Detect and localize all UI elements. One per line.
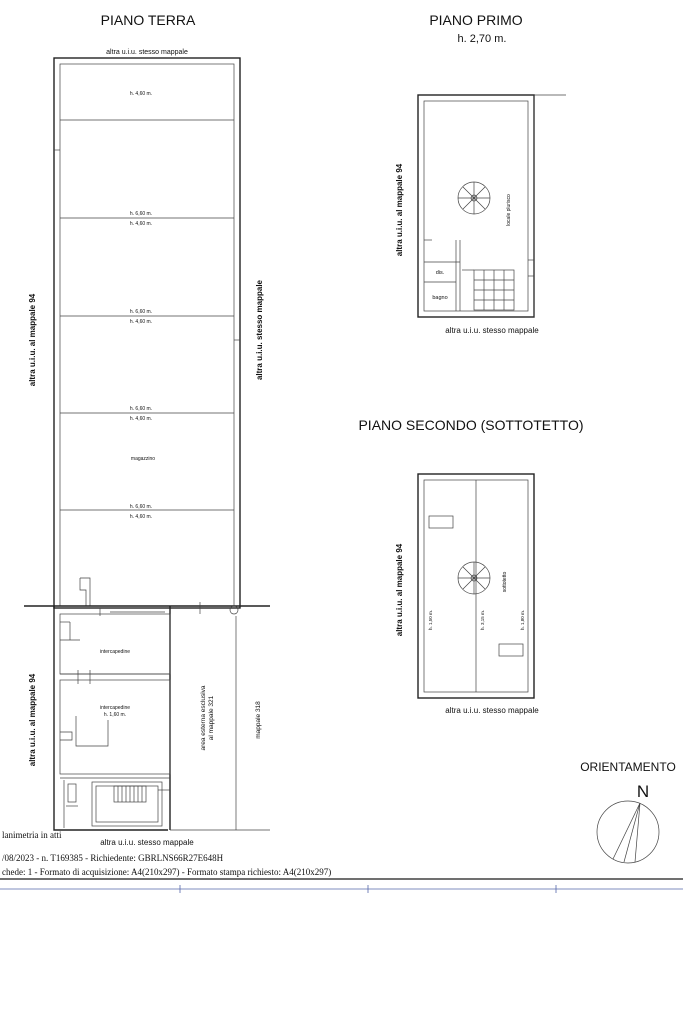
first-floor-title: PIANO PRIMO bbox=[429, 12, 523, 28]
ground-floor-left-label: altra u.i.u. al mappale 94 bbox=[28, 293, 37, 387]
first-floor-left-label: altra u.i.u. al mappale 94 bbox=[395, 163, 404, 257]
ground-floor-walls bbox=[24, 58, 270, 830]
height-label: h. 4,60 m. bbox=[129, 221, 153, 227]
height-label: h. 4,60 m. bbox=[129, 319, 153, 325]
ground-floor-top-label: altra u.i.u. stesso mappale bbox=[106, 49, 188, 56]
orientation-title: ORIENTAMENTO bbox=[580, 760, 676, 774]
mappale-318-label: mappale 318 bbox=[255, 701, 262, 739]
ground-floor-title: PIANO TERRA bbox=[100, 12, 196, 28]
height-label: h. 6,60 m. bbox=[129, 406, 153, 412]
footer-line-1: lanimetria in atti bbox=[2, 830, 62, 840]
second-floor-left-label: altra u.i.u. al mappale 94 bbox=[395, 543, 404, 637]
room-intercapedine-label: intercapedine bbox=[99, 649, 131, 655]
room-magazzino-label: magazzino bbox=[130, 456, 156, 462]
height-label: h. 6,60 m. bbox=[129, 504, 153, 510]
footer-line-3: chede: 1 - Formato di acquisizione: A4(210x297) - Formato stampa richiesto: A4(210x297) bbox=[2, 867, 332, 877]
height-label: h. 1,80 m. bbox=[520, 609, 525, 631]
ground-floor-bottom-label: altra u.i.u. stesso mappale bbox=[100, 838, 194, 847]
room-dis-label: dis. bbox=[435, 270, 445, 276]
room-bagno-label: bagno bbox=[432, 295, 448, 301]
height-label: h. 6,60 m. bbox=[129, 211, 153, 217]
height-label: h. 4,60 m. bbox=[129, 416, 153, 422]
room-intercapedine-label-2: intercapedine bbox=[99, 705, 131, 711]
height-label: h. 6,60 m. bbox=[129, 309, 153, 315]
room-locale-label: locale plurisco bbox=[506, 194, 512, 226]
ground-floor-left-label-lower: altra u.i.u. al mappale 94 bbox=[28, 673, 37, 767]
height-label: h. 4,60 m. bbox=[129, 514, 153, 520]
ground-floor-right-label: altra u.i.u. stesso mappale bbox=[255, 279, 264, 381]
first-floor-height: h. 2,70 m. bbox=[457, 33, 507, 45]
first-floor-spiral-stair bbox=[458, 182, 490, 214]
height-label: h. 1,50 m. bbox=[428, 609, 433, 631]
height-label: h. 3,15 m. bbox=[480, 609, 485, 631]
exterior-area-label: area esterna esclusiva bbox=[200, 685, 207, 751]
first-floor-bottom-label: altra u.i.u. stesso mappale bbox=[445, 326, 539, 335]
compass-rose-icon bbox=[597, 801, 659, 863]
room-sottotetto-label: sottotetto bbox=[502, 571, 508, 593]
ground-floor-stairs bbox=[114, 786, 146, 802]
north-letter: N bbox=[636, 782, 650, 801]
second-floor-walls bbox=[418, 474, 534, 698]
second-floor-spiral-stair bbox=[458, 562, 490, 594]
intercapedine-height-label: h. 1,60 m. bbox=[103, 712, 127, 718]
second-floor-title: PIANO SECONDO (SOTTOTETTO) bbox=[358, 417, 584, 433]
exterior-area-mappale-label: al mappale 321 bbox=[208, 695, 215, 741]
first-floor-walls bbox=[418, 95, 566, 317]
height-label: h. 4,60 m. bbox=[129, 91, 153, 97]
second-floor-bottom-label: altra u.i.u. stesso mappale bbox=[445, 706, 539, 715]
footer-line-2: /08/2023 - n. T169385 - Richiedente: GBRLNS66R27E648H bbox=[2, 853, 224, 863]
